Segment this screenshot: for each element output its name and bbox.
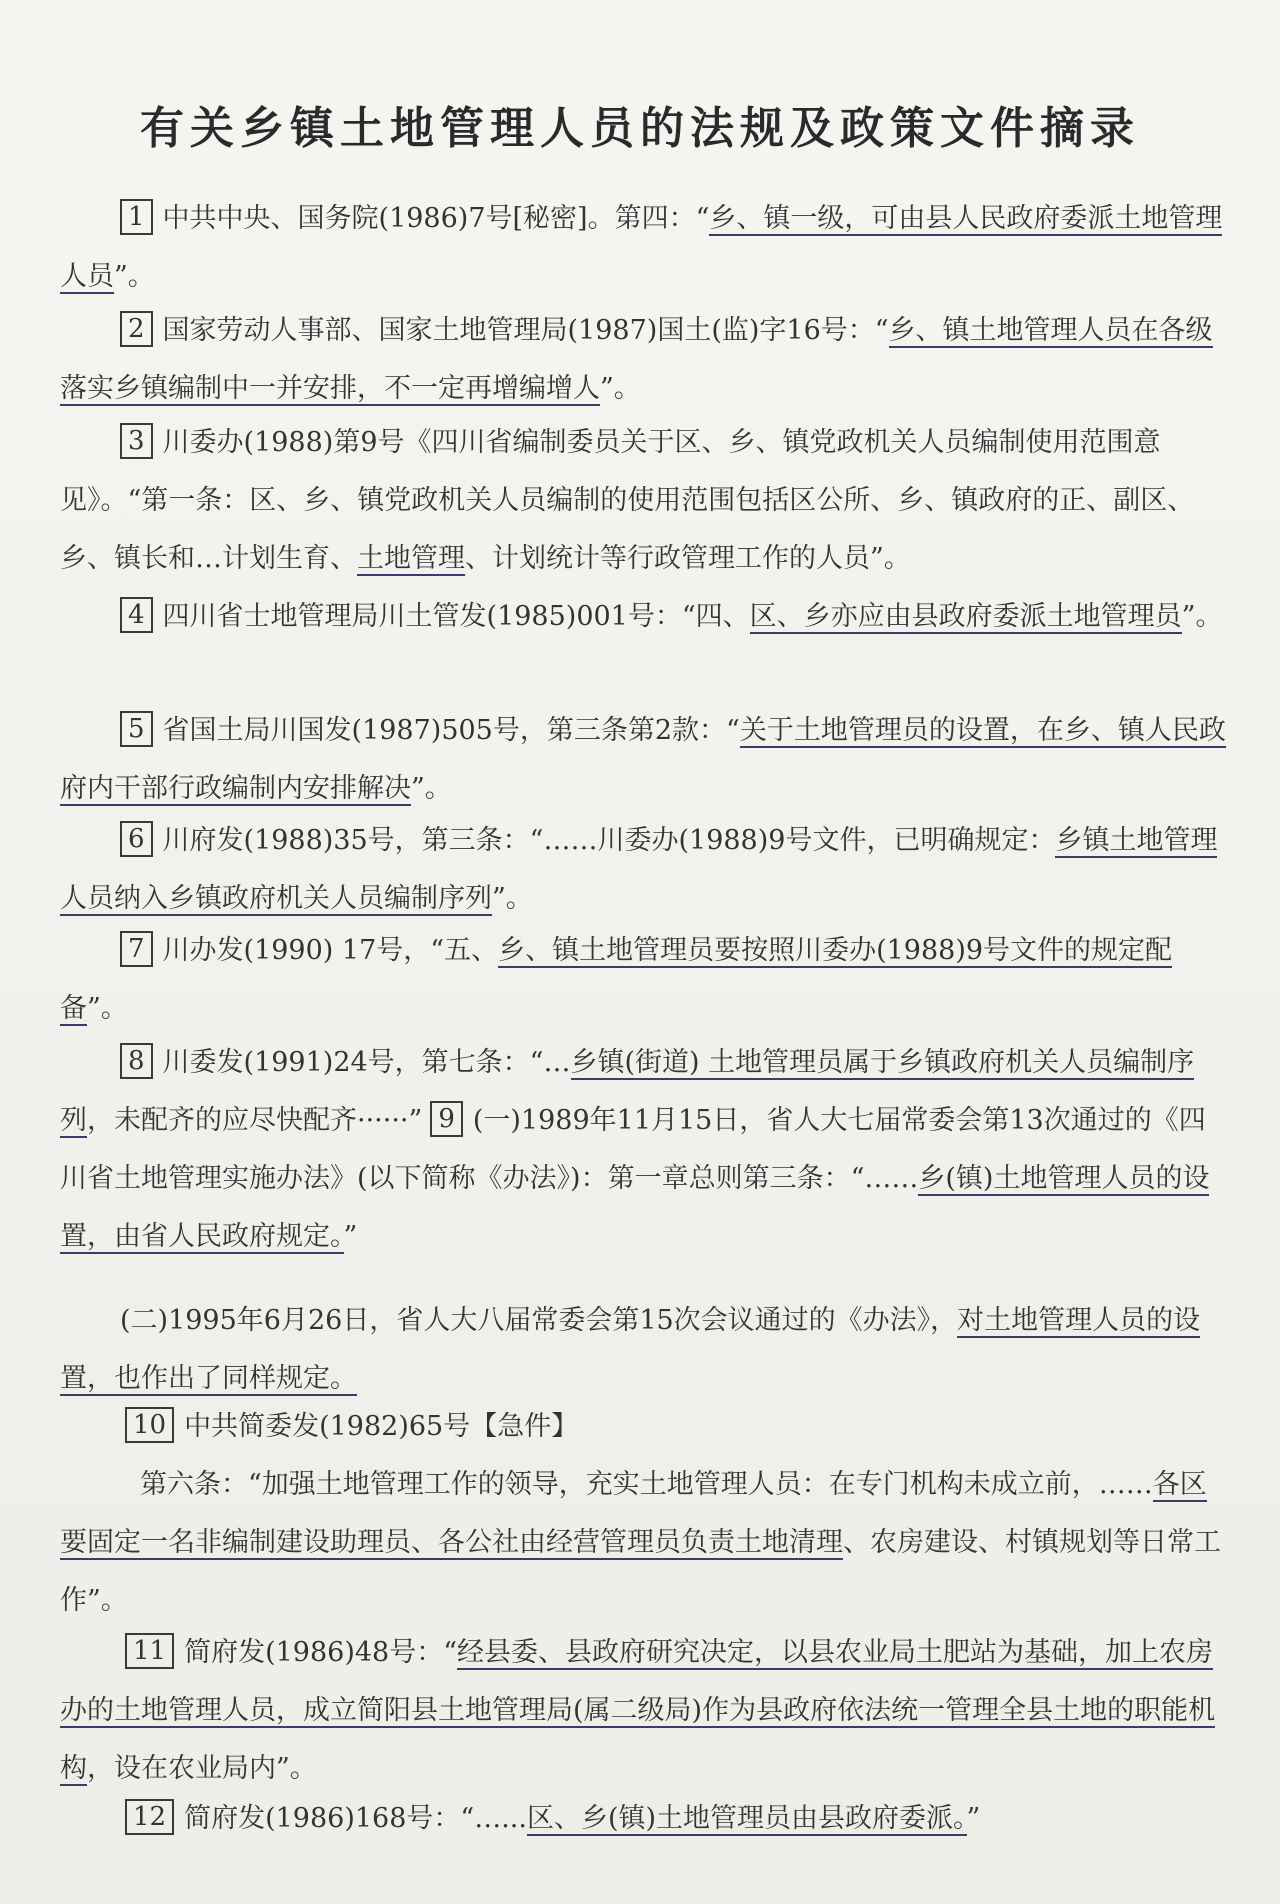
entry-12 — [60, 1790, 1230, 1848]
entry-text: 川府发(1988)35号，第三条：“……川委办(1988)9号文件，已明确规定： — [162, 825, 1056, 856]
entry-text-end: 、计划统计等行政管理工作的人员”。 — [465, 543, 911, 574]
entry-text-end: ” — [343, 1221, 358, 1252]
entry-text-end: ，设在农业局内”。 — [87, 1753, 317, 1784]
entry-11 — [60, 1624, 1230, 1798]
entry-1 — [60, 190, 1230, 306]
entry-number: 7 — [120, 931, 153, 967]
entry-10 — [60, 1398, 1230, 1456]
entry-underlined-text: 乡(镇)土地管理人员的设置，由省人民政府规定。 — [60, 1163, 1210, 1252]
entry-text: 省国土局川国发(1987)505号，第三条第2款：“ — [162, 715, 740, 746]
entry-text: (二)1995年6月26日，省人大八届常委会第15次会议通过的《办法》， — [120, 1305, 958, 1336]
entry-number: 9 — [430, 1101, 463, 1137]
entry-underlined-text: 乡镇土地管理人员纳入乡镇政府机关人员编制序列 — [60, 825, 1218, 914]
entry-text-end: 、农房建设、村镇规划等日常工作”。 — [60, 1527, 1221, 1616]
entry-text-end: ”。 — [87, 993, 128, 1024]
entry-text-end: ”。 — [114, 261, 155, 292]
entry-text: 第六条：“加强土地管理工作的领导，充实土地管理人员：在专门机构未成立前，…… — [140, 1469, 1153, 1500]
entry-text-end: ，未配齐的应尽快配齐······” — [87, 1105, 423, 1136]
entry-2 — [60, 302, 1230, 418]
entry-number: 2 — [120, 311, 153, 347]
entry-3 — [60, 414, 1230, 588]
entry-5 — [60, 702, 1230, 818]
page-title: 有关乡镇土地管理人员的法规及政策文件摘录 — [140, 103, 1140, 154]
entry-9-part-2 — [60, 1292, 1230, 1408]
entry-text-end: ” — [966, 1803, 981, 1834]
entry-underlined-text: 对土地管理人员的设置，也作出了同样规定。 — [60, 1305, 1201, 1394]
entry-text-end: ”。 — [411, 773, 452, 804]
entry-number: 10 — [125, 1407, 174, 1443]
entry-text: 川委发(1991)24号，第七条：“… — [162, 1047, 571, 1078]
entry-underlined-text: 各区要固定一名非编制建设助理员、各公社由经营管理员负责土地清理 — [60, 1469, 1207, 1558]
entry-underlined-text: 乡镇(街道) 土地管理员属于乡镇政府机关人员编制序列 — [60, 1047, 1195, 1136]
entry-number: 1 — [120, 199, 153, 235]
entry-text: 简府发(1986)48号：“ — [184, 1637, 458, 1668]
entry-text: 中共中央、国务院(1986)7号[秘密]。第四：“ — [162, 203, 710, 234]
entry-underlined-text: 乡、镇土地管理员要按照川委办(1988)9号文件的规定配备 — [60, 935, 1173, 1024]
entry-text: 四川省士地管理局川土管发(1985)001号：“四、 — [162, 601, 750, 632]
entry-text: 国家劳动人事部、国家土地管理局(1987)国土(监)字16号：“ — [162, 315, 889, 346]
entry-underlined-text: 乡、镇土地管理人员在各级落实乡镇编制中一并安排，不一定再增编增人 — [60, 315, 1213, 404]
entry-number: 11 — [125, 1633, 174, 1669]
entry-7 — [60, 922, 1230, 1038]
entry-number: 12 — [125, 1799, 174, 1835]
entry-text: 川委办(1988)第9号《四川省编制委员关于区、乡、镇党政机关人员编制使用范围意见》。“第一条：区、乡、镇党政机关人员编制的使用范围包括区公所、乡、镇政府的正、副区、乡、镇长和…计划生育、 — [60, 427, 1195, 574]
entry-number: 3 — [120, 423, 153, 459]
entry-underlined-text: 关于土地管理员的设置，在乡、镇人民政府内干部行政编制内安排解决 — [60, 715, 1226, 804]
entry-number: 8 — [120, 1043, 153, 1079]
entry-6 — [60, 812, 1230, 928]
entry-text: 中共简委发(1982)65号【急件】 — [184, 1411, 579, 1442]
entry-underlined-text: 区、乡(镇)土地管理员由县政府委派。 — [526, 1803, 967, 1834]
entry-text: (一)1989年11月15日，省人大七届常委会第13次通过的《四川省土地管理实施办法》(以下简称《办法》)：第一章总则第三条：“…… — [60, 1105, 1206, 1194]
entry-text: 简府发(1986)168号：“…... — [184, 1803, 527, 1834]
entry-4 — [60, 588, 1230, 646]
entry-text: 川办发(1990) 17号，“五、 — [162, 935, 499, 966]
entry-text-end: ”。 — [492, 883, 533, 914]
entry-underlined-text: 乡、镇一级，可由县人民政府委派土地管理人员 — [60, 203, 1223, 292]
entry-underlined-text: 区、乡亦应由县政府委派土地管理员 — [749, 601, 1182, 632]
entry-text-end: ”。 — [1181, 601, 1223, 632]
entry-number: 6 — [120, 821, 153, 857]
entry-underlined-text: 土地管理 — [357, 543, 465, 574]
entry-number: 5 — [120, 711, 153, 747]
entry-underlined-text: 经县委、县政府研究决定，以县农业局土肥站为基础，加上农房办的土地管理人员，成立简阳县土地管理局(属二级局)作为县政府依法统一管理全县土地的职能机构 — [60, 1637, 1216, 1784]
entry-10-body — [60, 1456, 1230, 1630]
entry-text-end: ”。 — [600, 373, 641, 404]
entry-number: 4 — [120, 597, 153, 633]
entry-8-9 — [60, 1034, 1230, 1266]
